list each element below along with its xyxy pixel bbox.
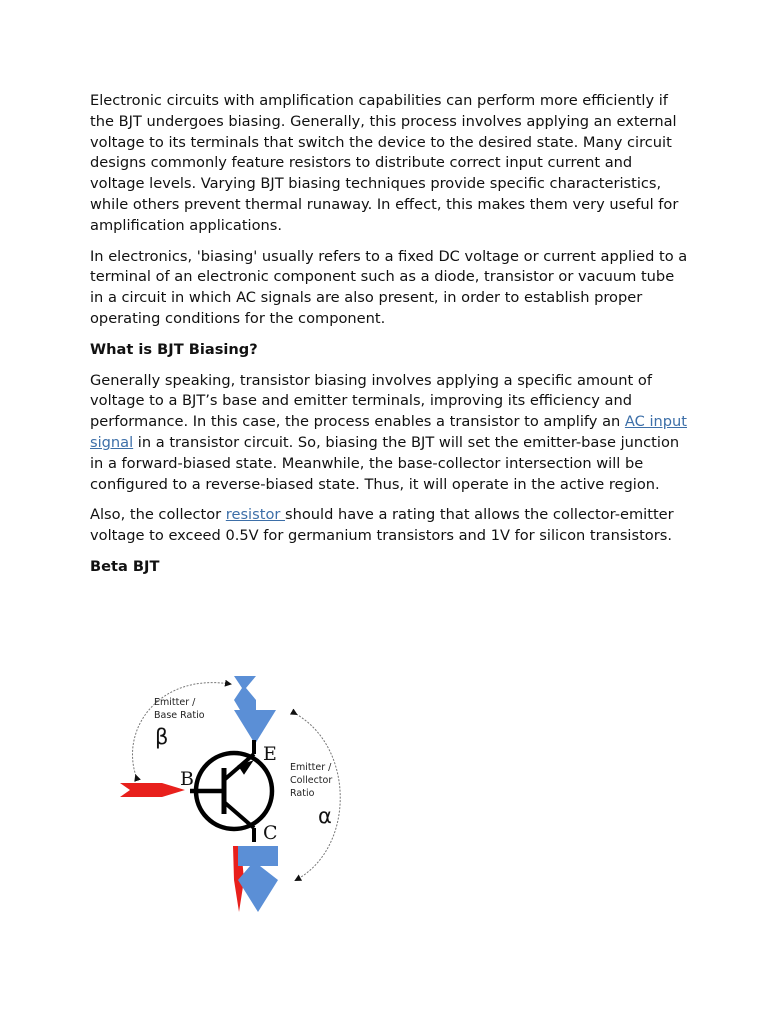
- link-ac-input-signal[interactable]: AC input signal: [90, 413, 688, 451]
- base-terminal-label: B: [180, 768, 194, 790]
- emitter-collector-label-line2: Collector: [290, 775, 333, 786]
- link-resistor[interactable]: resistor: [225, 506, 286, 524]
- emitter-current-arrow: [234, 676, 276, 744]
- collector-terminal-label: C: [263, 822, 278, 844]
- article-body: [90, 91, 690, 588]
- emitter-collector-label-line1: Emitter /: [290, 762, 332, 773]
- bjt-diagram: [110, 668, 360, 920]
- emitter-collector-label-line3: Ratio: [290, 788, 315, 799]
- paragraph-text: in a transistor circuit. So, biasing the BJT will set the emitter-base junction in a forward-biased state. Meanwhile, the base-collector intersection will be configured to a reverse-biased state. Thus, it will operate in the active region.: [90, 433, 680, 493]
- paragraph-transistor-biasing: [90, 371, 690, 496]
- paragraph-text: should have a rating that allows the collector-emitter voltage to exceed 0.5V for germanium transistors and 1V for silicon transistors.: [90, 506, 674, 545]
- emitter-base-label-line1: Emitter /: [154, 697, 196, 708]
- emitter-terminal-label: E: [263, 743, 277, 765]
- beta-symbol: β: [155, 725, 169, 749]
- paragraph-intro: Electronic circuits with amplification capabilities can perform more efficiently if the BJT undergoes biasing. Generally, this process involves applying an external voltage to its terminals that switch the device to the desired state. Many circuit designs commonly feature resistors to distribute correct input current and voltage levels. Varying BJT biasing techniques provide specific characteristics, while others prevent thermal runaway. In effect, this makes them very useful for amplification applications.: [90, 92, 679, 234]
- collector-current-arrow: [238, 846, 278, 912]
- paragraph-text: Generally speaking, transistor biasing involves applying a specific amount of voltage to a BJT’s base and emitter terminals, improving its efficiency and performance. In this case, the process enables a transistor to amplify an: [90, 371, 652, 431]
- paragraph-collector-resistor: [90, 505, 690, 547]
- emitter-base-label-line2: Base Ratio: [154, 710, 205, 721]
- heading-beta-bjt: Beta BJT: [90, 557, 160, 575]
- heading-what-is-bjt-biasing: What is BJT Biasing?: [90, 340, 258, 358]
- paragraph-biasing-definition: In electronics, 'biasing' usually refers to a fixed DC voltage or current applied to a terminal of an electronic component such as a diode, transistor or vacuum tube in a circuit in which AC signals are also present, in order to establish proper operating conditions for the component.: [90, 247, 688, 327]
- bjt-diagram-svg: [110, 668, 360, 920]
- transistor-symbol: [190, 740, 272, 842]
- paragraph-text: Also, the collector: [90, 506, 226, 524]
- alpha-symbol: α: [318, 804, 332, 828]
- base-current-arrow: [120, 783, 185, 797]
